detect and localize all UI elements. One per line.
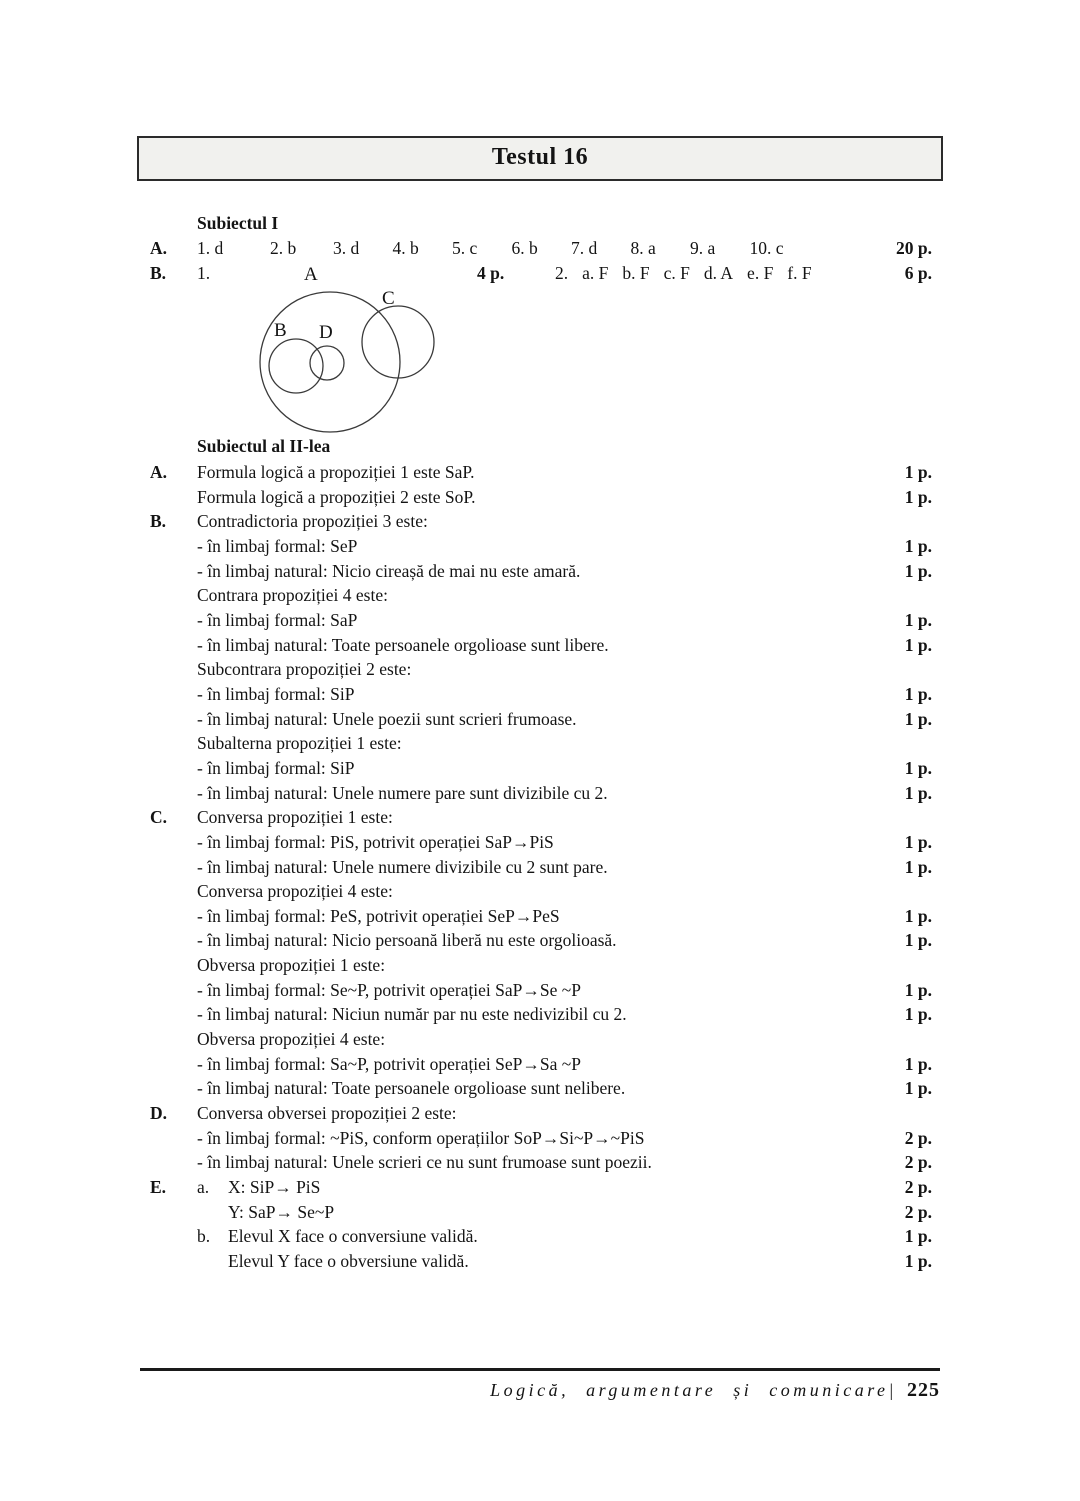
- test-title-box: [137, 136, 943, 181]
- row-content: [197, 1175, 320, 1200]
- answer-item: 6. b: [511, 238, 538, 258]
- answer-row: [140, 583, 940, 608]
- row-content: [197, 608, 357, 633]
- answer-item: d. A: [703, 263, 734, 283]
- row-points: 1 p.: [904, 1226, 932, 1247]
- answer-row: [140, 1052, 940, 1077]
- row-letter: [140, 1052, 197, 1077]
- answer-item: 9. a: [690, 238, 716, 258]
- row-content: [197, 805, 393, 830]
- row-content: [197, 830, 554, 855]
- row-text: - în limbaj formal: ~PiS, conform operațiilor SoP→Si~P→~PiS: [197, 1127, 645, 1148]
- row-content: [197, 485, 476, 510]
- answer-row: [140, 657, 940, 682]
- row-text: Contradictoria propoziției 3 este:: [197, 511, 428, 532]
- row-letter: C.: [150, 807, 168, 828]
- row-letter: [140, 633, 197, 658]
- row-content: [197, 1027, 385, 1052]
- row-letter: [140, 534, 197, 559]
- row-letter: B.: [150, 511, 167, 532]
- row-text: - în limbaj formal: PeS, potrivit operației SeP→PeS: [197, 905, 560, 926]
- row-content: [197, 657, 411, 682]
- answer-row: [140, 1150, 940, 1175]
- subject2-rows: [140, 460, 940, 1274]
- row-points: 20 p.: [896, 238, 932, 258]
- row-content: [197, 953, 385, 978]
- row-letter: [140, 1224, 197, 1249]
- row-text: Obversa propoziției 4 este:: [197, 1029, 386, 1050]
- subject1-heading: Subiectul I: [197, 213, 279, 233]
- circle-c: [362, 306, 434, 378]
- row-subletter: b.: [197, 1226, 211, 1247]
- row-text: Conversa obversei propoziției 2 este:: [197, 1103, 457, 1124]
- row-text: X: SiP→ PiS: [228, 1177, 321, 1198]
- answer-row: [140, 904, 940, 929]
- row-points: 1 p.: [904, 1053, 932, 1074]
- answer-item: e. F: [747, 263, 774, 283]
- row-subletter: a.: [197, 1177, 210, 1198]
- row-letter: B.: [150, 263, 167, 283]
- row-letter: [140, 855, 197, 880]
- row-letter: [140, 879, 197, 904]
- answer-row: [140, 1126, 940, 1151]
- row-content: [197, 781, 608, 806]
- row-text: - în limbaj formal: SiP: [197, 757, 355, 778]
- label-b: B: [274, 320, 287, 341]
- footer-page-number: 225: [907, 1379, 940, 1401]
- row-letter: [140, 978, 197, 1003]
- row-points: 1 p.: [904, 535, 932, 556]
- row-letter: [140, 953, 197, 978]
- row-letter: [140, 1200, 197, 1225]
- answer-row: [140, 953, 940, 978]
- row-letter: [140, 781, 197, 806]
- row-points: 1 p.: [904, 905, 932, 926]
- answer-row: [140, 731, 940, 756]
- row-content: [197, 978, 581, 1003]
- row-text: - în limbaj natural: Unele poezii sunt scrieri frumoase.: [197, 708, 577, 729]
- row-points: 1 p.: [904, 683, 932, 704]
- row-letter: [140, 756, 197, 781]
- row-letter: [140, 608, 197, 633]
- answer-item: 1. d: [197, 238, 224, 258]
- row-points: 1 p.: [904, 634, 932, 655]
- row-content: [197, 1224, 478, 1249]
- row-content: [197, 928, 617, 953]
- answer-row: [140, 928, 940, 953]
- answer-row: [140, 1200, 940, 1225]
- row-text: - în limbaj natural: Toate persoanele orgolioase sunt nelibere.: [197, 1078, 626, 1099]
- row-letter: A.: [150, 238, 168, 258]
- row-text: Subcontrara propoziției 2 este:: [197, 659, 412, 680]
- answer-row: [140, 1076, 940, 1101]
- row-content: [197, 855, 608, 880]
- answer-item: 5. c: [452, 238, 478, 258]
- row-content: [197, 731, 402, 756]
- answer-row: [140, 1101, 940, 1126]
- row-content: [197, 534, 357, 559]
- row-text: - în limbaj formal: Sa~P, potrivit operației SeP→Sa ~P: [197, 1053, 581, 1074]
- row-text: Y: SaP→ Se~P: [228, 1201, 335, 1222]
- answer-item: b. F: [622, 263, 650, 283]
- test-title: Testul 16: [491, 144, 589, 170]
- answer-row: [140, 879, 940, 904]
- answer-row: [140, 978, 940, 1003]
- row-content: [197, 1076, 625, 1101]
- answer-row: [140, 805, 940, 830]
- answer-row: [140, 509, 940, 534]
- row-text: - în limbaj formal: SaP: [197, 609, 358, 630]
- row-content: [197, 756, 355, 781]
- answer-row: [140, 781, 940, 806]
- row-letter: [140, 904, 197, 929]
- row-letter: E.: [150, 1177, 167, 1198]
- row-letter: A.: [150, 462, 168, 482]
- answer-row: [140, 682, 940, 707]
- answer-row: [140, 1249, 940, 1274]
- page-content: [140, 211, 940, 1274]
- answer-row: [140, 633, 940, 658]
- row-letter: [140, 1002, 197, 1027]
- row-points: 2 p.: [904, 1152, 932, 1173]
- circle-a: [260, 292, 400, 432]
- row-content: [197, 904, 560, 929]
- row-points: 1 p.: [904, 856, 932, 877]
- row-points: 1 p.: [904, 560, 932, 581]
- row-letter: [140, 1150, 197, 1175]
- row-content: [197, 1150, 652, 1175]
- row-text: - în limbaj natural: Unele numere divizibile cu 2 sunt pare.: [197, 856, 608, 877]
- subject2-heading: Subiectul al II-lea: [197, 436, 331, 456]
- row-text: - în limbaj formal: PiS, potrivit operației SaP→PiS: [197, 831, 554, 852]
- row-letter: [140, 1249, 197, 1274]
- row-points: 2 p.: [904, 1177, 932, 1198]
- answer-item: 3. d: [333, 238, 360, 258]
- answer-row: [140, 485, 940, 510]
- row-points: 1 p.: [904, 1078, 932, 1099]
- label-d: D: [319, 322, 333, 343]
- answer-row: [140, 855, 940, 880]
- answer-row: [140, 1175, 940, 1200]
- row-points: 1 p.: [904, 930, 932, 951]
- row-item: 1.: [197, 263, 211, 283]
- row-points: 1 p.: [904, 782, 932, 803]
- row-subletter: [197, 1249, 228, 1274]
- row-points: 1 p.: [904, 462, 932, 482]
- row-content: [197, 633, 609, 658]
- row-points: 1 p.: [904, 486, 932, 507]
- row-letter: [140, 559, 197, 584]
- row-letter: [140, 928, 197, 953]
- answer-row: [140, 559, 940, 584]
- venn-diagram-svg: [238, 262, 450, 442]
- row-text: Contrara propoziției 4 este:: [197, 585, 388, 606]
- row-letter: [140, 707, 197, 732]
- row-letter: [140, 682, 197, 707]
- row-text: - în limbaj natural: Nicio cireașă de mai nu este amară.: [197, 560, 581, 581]
- answer-row: [140, 707, 940, 732]
- answer-item: f. F: [787, 263, 812, 283]
- row-content: [197, 707, 577, 732]
- row-content: [197, 509, 428, 534]
- row-points: 1 p.: [904, 757, 932, 778]
- row-letter: [140, 583, 197, 608]
- row-points: 1 p.: [904, 1251, 932, 1271]
- answer-row: [140, 608, 940, 633]
- answer-item: 4. b: [392, 238, 419, 258]
- row-content: [197, 682, 355, 707]
- answer-item: 2.: [555, 263, 569, 283]
- row-text: - în limbaj formal: Se~P, potrivit operației SaP→Se ~P: [197, 979, 581, 1000]
- row-text: Formula logică a propoziției 2 este SoP.: [197, 486, 476, 507]
- row-letter: [140, 485, 197, 510]
- answer-row: [140, 460, 940, 485]
- row-points: 1 p.: [904, 708, 932, 729]
- row-text: - în limbaj natural: Nicio persoană liberă nu este orgolioasă.: [197, 930, 617, 951]
- row-text: Subalterna propoziției 1 este:: [197, 733, 402, 754]
- row-content: [197, 1200, 334, 1225]
- row-text: Conversa propoziției 4 este:: [197, 881, 393, 902]
- row-content: [197, 1002, 627, 1027]
- row-letter: [140, 1027, 197, 1052]
- row-text: - în limbaj formal: SeP: [197, 535, 358, 556]
- row-text: Obversa propoziției 1 este:: [197, 955, 386, 976]
- answer-row: [140, 1224, 940, 1249]
- row-content: [197, 583, 388, 608]
- row-letter: [140, 731, 197, 756]
- answer-row: [140, 756, 940, 781]
- row-content: [197, 1249, 469, 1274]
- row-text: Elevul X face o conversiune validă.: [228, 1226, 478, 1247]
- row-content: [197, 879, 393, 904]
- row-text: - în limbaj natural: Niciun număr par nu este nedivizibil cu 2.: [197, 1004, 627, 1025]
- circle-b: [269, 339, 323, 393]
- row-letter: D.: [150, 1103, 168, 1124]
- row-letter: [140, 830, 197, 855]
- footer-separator: |: [888, 1380, 897, 1400]
- row-content: [197, 460, 475, 485]
- answer-item: 8. a: [630, 238, 656, 258]
- row-content: [197, 1052, 581, 1077]
- subject1-row-a: [140, 236, 940, 261]
- row-points: 1 p.: [904, 1004, 932, 1025]
- row-content: [197, 559, 580, 584]
- row-points: 1 p.: [904, 831, 932, 852]
- row-text: - în limbaj natural: Toate persoanele orgolioase sunt libere.: [197, 634, 609, 655]
- answer-row: [140, 1027, 940, 1052]
- label-a: A: [304, 264, 318, 285]
- row-points: 2 p.: [904, 1201, 932, 1222]
- row-letter: [140, 657, 197, 682]
- row-content: [197, 1126, 644, 1151]
- row-text: Formula logică a propoziției 1 este SaP.: [197, 462, 475, 482]
- row-points: 6 p.: [904, 263, 932, 283]
- row-points: 1 p.: [904, 979, 932, 1000]
- answer-item: 7. d: [571, 238, 598, 258]
- row-text: - în limbaj natural: Unele scrieri ce nu sunt frumoase sunt poezii.: [197, 1152, 652, 1173]
- row-letter: [140, 1126, 197, 1151]
- footer-book-title: Logică, argumentare și comunicare: [490, 1380, 889, 1400]
- circle-d: [310, 346, 344, 380]
- row-letter: [140, 1076, 197, 1101]
- row-text: Elevul Y face o obversiune validă.: [228, 1251, 469, 1271]
- row-text: - în limbaj formal: SiP: [197, 683, 355, 704]
- row-points: 2 p.: [904, 1127, 932, 1148]
- answer-item: c. F: [663, 263, 690, 283]
- answer-list: [555, 261, 812, 286]
- row-subletter: [197, 1200, 228, 1225]
- row-content: [197, 1101, 457, 1126]
- row-points: 1 p.: [904, 609, 932, 630]
- row-text: Conversa propoziției 1 este:: [197, 807, 393, 828]
- label-c: C: [382, 288, 395, 309]
- answer-row: [140, 830, 940, 855]
- answer-item: 10. c: [749, 238, 784, 258]
- page-footer: [140, 1368, 940, 1402]
- answer-item: 2. b: [270, 238, 297, 258]
- row-points: 4 p.: [477, 263, 505, 283]
- answer-item: a. F: [582, 263, 609, 283]
- answer-row: [140, 1002, 940, 1027]
- answer-list: [197, 236, 784, 261]
- row-text: - în limbaj natural: Unele numere pare sunt divizibile cu 2.: [197, 782, 608, 803]
- answer-row: [140, 534, 940, 559]
